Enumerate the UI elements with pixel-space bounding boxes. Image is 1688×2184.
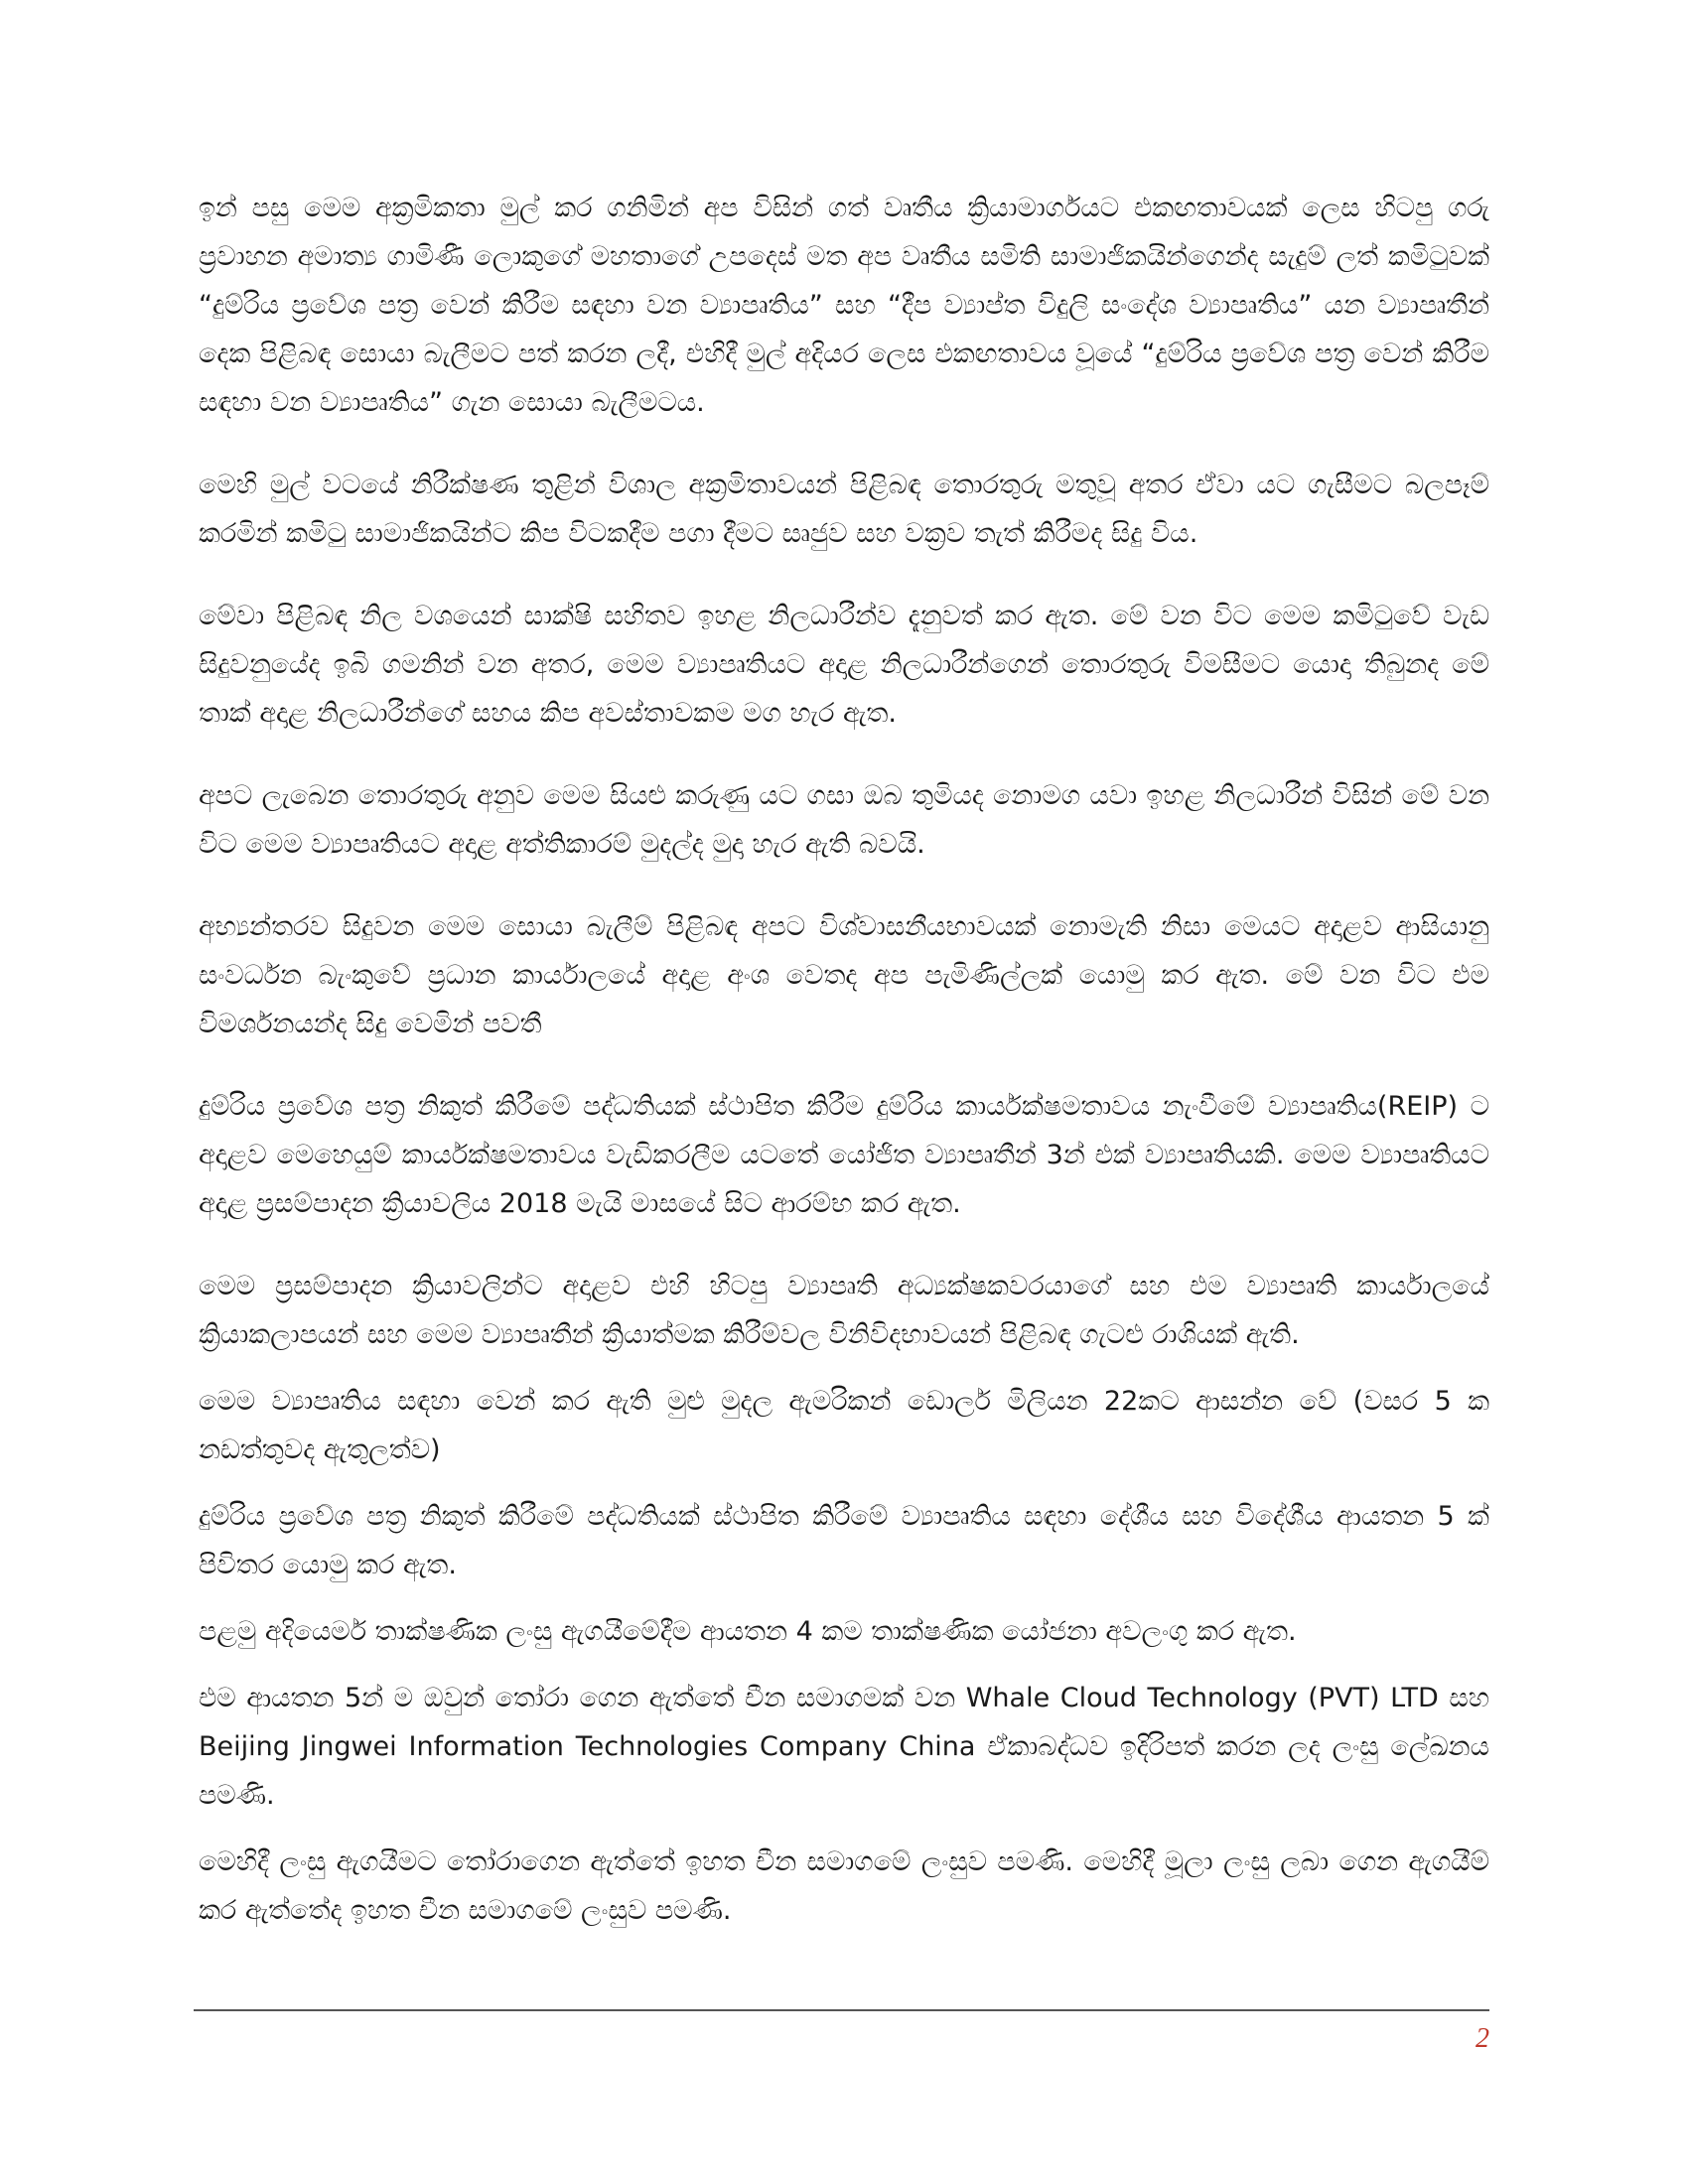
page-number: 2 bbox=[1476, 2023, 1489, 2054]
paragraph-7: මෙම ප්‍රසම්පාදන ක්‍රියාවලින්ට අදාළව එහි හිටපු ව්‍යාපෘති අධ්‍යක්ෂකවරයාගේ සහ එම ව්‍යාපෘති කාර්යාලයේ ක්‍රියාකලාපයන් සහ මෙම ව්‍යාපෘතීන් ක්‍රියාත්මක කිරීම්වල විනිවිදභාවයන් පිළිබඳ ගැටළු රාශියක් ඇති. bbox=[199, 1271, 1489, 1350]
paragraph-8: මෙම ව්‍යාපෘතිය සඳහා වෙන් කර ඇති මුළු මුදල ඇමරිකන් ඩොලර් මිලියන 22කට ආසන්න වේ (වසර 5 ක නඩත්තුවද ඇතුලත්ව) bbox=[199, 1386, 1489, 1465]
paragraph-1: ඉන් පසු මෙම අක්‍රමිකතා මුල් කර ගනිමින් අප විසින් ගත් වෘතීය ක්‍රියාමාර්ගයට එකඟතාවයක් ලෙස හිටපු ගරු ප්‍රවාහන අමාත්‍ය ගාමිණී ලොකුගේ මහතාගේ උපදෙස් මත අප වෘතීය සමිති සාමාජිකයින්ගෙන්ද සැදුම් ලත් කමිටුවක් “දුම්රිය ප්‍රවේශ පත්‍ර වෙන් කිරීම සඳහා වන ව්‍යාපෘතිය” සහ “දීප ව්‍යාප්ත විදුලි සංදේශ ව්‍යාපෘතිය” යන ව්‍යාපෘතීන් දෙක පිළිබඳ සොයා බැලීමට පත් කරන ලදී, එහිදී මුල් අදියර ලෙස එකඟතාවය වූයේ “දුම්රිය ප්‍රවේශ පත්‍ර වෙන් කිරීම සඳහා වන ව්‍යාපෘතිය” ගැන සොයා බැලීමටය. bbox=[199, 193, 1489, 418]
document-body bbox=[199, 184, 1489, 1953]
paragraph-12: මෙහිදී ලංසු ඇගයීමට තෝරාගෙන ඇත්තේ ඉහත චීන සමාගමේ ලංසුව පමණි. මෙහිදී මූලා ලංසු ලබා ගෙන ඇගයීම් කර ඇත්තේද ඉහත චීන සමාගමේ ලංසුව පමණි. bbox=[199, 1846, 1489, 1926]
paragraph-5: අභ්‍යන්තරව සිදුවන මෙම සොයා බැලීම් පිළිබඳ අපට විශ්වාසනීයභාවයක් නොමැති නිසා මෙයට අදාළව ආසියානු සංවර්ධන බැංකුවේ ප්‍රධාන කාර්යාලයේ අදාළ අංශ වෙතද අප පැමිණිල්ලක් යොමු කර ඇත. මේ වන විට එම විමර්ශනයන්ද සිදු වෙමින් පවතී bbox=[199, 911, 1489, 1039]
paragraph-3: මේවා පිළිබඳ නිල වශයෙන් සාක්ෂි සහිතව ඉහළ නිලධාරීන්ව දැනුවත් කර ඇත. මේ වන විට මෙම කමිටුවේ වැඩ සිදුවනුයේද ඉබි ගමනින් වන අතර, මෙම ව්‍යාපෘතියට අදාළ නිලධාරීන්ගෙන් තොරතුරු විමසීමට යොදා තිබුනද මේ තාක් අදාළ නිලධාරීන්ගේ සහය කිප අවස්තාවකම මග හැර ඇත. bbox=[199, 601, 1489, 729]
paragraph-2: මෙහි මුල් වටයේ නිරීක්ෂණ තුළින් විශාල අක්‍රමිතාවයන් පිළිබඳ තොරතුරු මතුවූ අතර ඒවා යට ගැසීමට බලපෑම් කරමින් කමිටු සාමාජිකයින්ට කිප විටකදීම පගා දීමට සෘජුව සහ වක්‍රව තැත් කිරීමද සිදු විය. bbox=[199, 470, 1489, 549]
paragraph-6: දුම්රිය ප්‍රවේශ පත්‍ර නිකුත් කිරීමේ පද්ධතියක් ස්ථාපිත කිරීම දුම්රිය කාර්යක්ෂමතාවය නැංවීමේ ව්‍යාපෘතිය(REIP) ට අදාළව මෙහෙයුම් කාර්යක්ෂමතාවය වැඩිකරලීම යටතේ යෝජිත ව්‍යාපෘතීන් 3න් එක් ව්‍යාපෘතියකි. මෙම ව්‍යාපෘතියට අදාළ ප්‍රසම්පාදන ක්‍රියාවලිය 2018 මැයි මාසයේ සිට ආරම්භ කර ඇත. bbox=[199, 1091, 1489, 1219]
paragraph-4: අපට ලැබෙන තොරතුරු අනුව මෙම සියළු කරුණු යට ගසා ඔබ තුමියද නොමග යවා ඉහළ නිලධාරීන් විසින් මේ වන විට මෙම ව්‍යාපෘතියට අදාළ අත්තිකාරම් මුදල්ද මුදා හැර ඇති බවයි. bbox=[199, 780, 1489, 860]
paragraph-9: දුම්රිය ප්‍රවේශ පත්‍ර නිකුත් කිරීමේ පද්ධතියක් ස්ථාපිත කිරීමේ ව්‍යාපෘතිය සඳහා දේශීය සහ විදේශීය ආයතන 5 ක් පිවිතර යොමු කර ඇත. bbox=[199, 1501, 1489, 1580]
paragraph-10: පළමු අදියෙර්ම තාක්ෂණික ලංසු ඇගයීමේදීම ආයතන 4 කම තාක්ෂණික යෝජනා අවලංගු කර ඇත. bbox=[199, 1616, 1297, 1647]
paragraph-11: එම ආයතන 5න් ම ඔවුන් තෝරා ගෙන ඇත්තේ චීන සමාගමක් වන Whale Cloud Technology (PVT) LTD සහ Beijing Jingwei Information Technologies Company China ඒකාබද්ධව ඉදිරිපත් කරන ලද ලංසු ලේඛනය පමණි. bbox=[199, 1683, 1489, 1811]
footer-divider bbox=[194, 2009, 1489, 2011]
